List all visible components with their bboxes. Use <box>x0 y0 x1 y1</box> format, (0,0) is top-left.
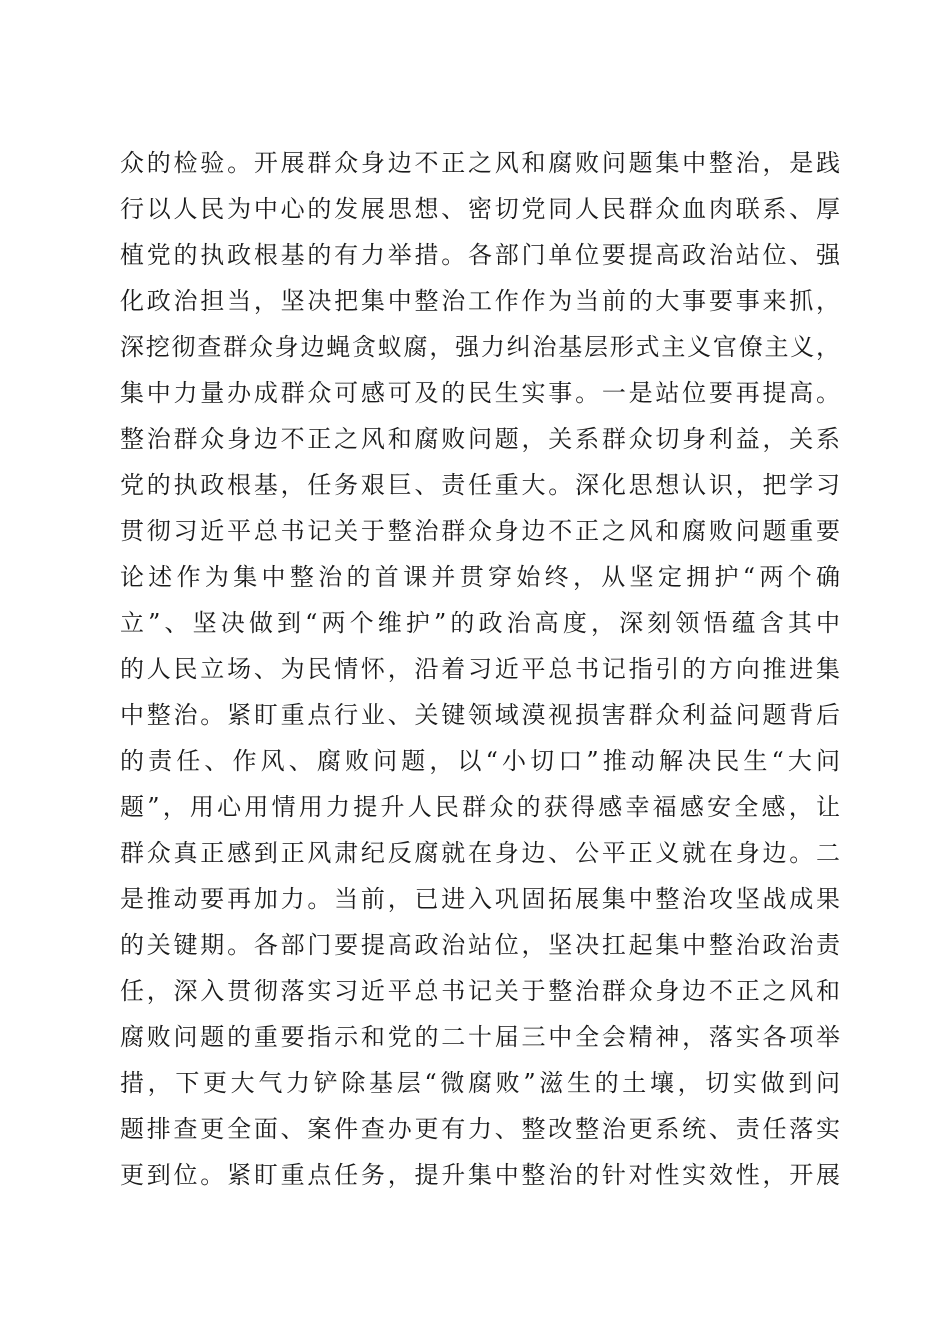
text-line: 任，深入贯彻落实习近平总书记关于整治群众身边不正之风和 <box>120 977 840 1005</box>
text-line: 行以人民为中心的发展思想、密切党同人民群众血肉联系、厚 <box>120 195 840 223</box>
text-line: 集中力量办成群众可感可及的民生实事。一是站位要再提高。 <box>120 379 840 407</box>
text-line: 深挖彻查群众身边蝇贪蚁腐，强力纠治基层形式主义官僚主义， <box>120 333 840 361</box>
text-line: 腐败问题的重要指示和党的二十届三中全会精神，落实各项举 <box>120 1023 840 1051</box>
text-line: 化政治担当，坚决把集中整治工作作为当前的大事要事来抓， <box>120 287 840 315</box>
text-line: 题”，用心用情用力提升人民群众的获得感幸福感安全感，让 <box>120 793 840 821</box>
body-paragraph <box>120 140 840 1198</box>
text-line: 论述作为集中整治的首课并贯穿始终，从坚定拥护“两个确 <box>120 563 840 591</box>
text-line: 的人民立场、为民情怀，沿着习近平总书记指引的方向推进集 <box>120 655 840 683</box>
text-line: 题排查更全面、案件查办更有力、整改整治更系统、责任落实 <box>120 1115 840 1143</box>
text-line: 植党的执政根基的有力举措。各部门单位要提高政治站位、强 <box>120 241 840 269</box>
text-line: 更到位。紧盯重点任务，提升集中整治的针对性实效性，开展 <box>120 1161 840 1189</box>
text-line: 整治群众身边不正之风和腐败问题，关系群众切身利益，关系 <box>120 425 840 453</box>
text-line: 众的检验。开展群众身边不正之风和腐败问题集中整治，是践 <box>120 149 840 177</box>
text-line: 中整治。紧盯重点行业、关键领域漠视损害群众利益问题背后 <box>120 701 840 729</box>
text-line: 立”、坚决做到“两个维护”的政治高度，深刻领悟蕴含其中 <box>120 609 840 637</box>
text-line: 的责任、作风、腐败问题，以“小切口”推动解决民生“大问 <box>120 747 840 775</box>
text-line: 党的执政根基，任务艰巨、责任重大。深化思想认识，把学习 <box>120 471 840 499</box>
text-line: 的关键期。各部门要提高政治站位，坚决扛起集中整治政治责 <box>120 931 840 959</box>
text-line: 贯彻习近平总书记关于整治群众身边不正之风和腐败问题重要 <box>120 517 840 545</box>
text-line: 群众真正感到正风肃纪反腐就在身边、公平正义就在身边。二 <box>120 839 840 867</box>
text-line: 是推动要再加力。当前，已进入巩固拓展集中整治攻坚战成果 <box>120 885 840 913</box>
text-line: 措，下更大气力铲除基层“微腐败”滋生的土壤，切实做到问 <box>120 1069 840 1097</box>
